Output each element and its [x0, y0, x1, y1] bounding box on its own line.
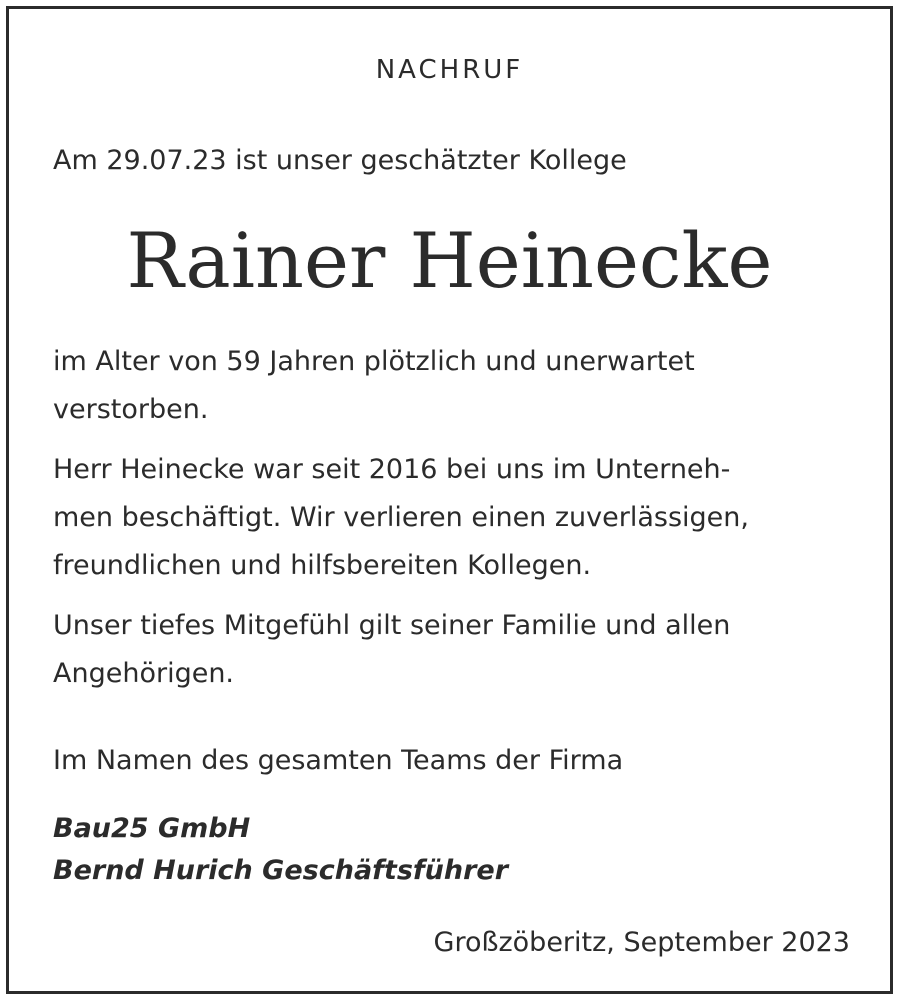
- paragraph-condolence: [53, 602, 730, 698]
- closing-line: Im Namen des gesamten Teams der Firma: [53, 745, 624, 776]
- heading: NACHRUF: [375, 55, 524, 85]
- signature-company: Bau25 GmbH: [53, 813, 251, 844]
- paragraph-line: Angehörigen.: [53, 658, 235, 689]
- paragraph-line: Unser tiefes Mitgefühl gilt seiner Familie und allen: [53, 610, 731, 641]
- deceased-name: Rainer Heinecke: [126, 216, 773, 305]
- intro-line: Am 29.07.23 ist unser geschätzter Kollege: [53, 145, 627, 176]
- paragraph-line: freundlichen und hilfsbereiten Kollegen.: [53, 550, 592, 581]
- signature-person: Bernd Hurich Geschäftsführer: [53, 855, 509, 886]
- paragraph-line: im Alter von 59 Jahren plötzlich und unerwartet: [53, 346, 695, 377]
- paragraph-age: [53, 338, 695, 434]
- paragraph-line: Herr Heinecke war seit 2016 bei uns im Unterneh-: [53, 454, 731, 485]
- paragraph-employment: [53, 446, 749, 590]
- paragraph-line: verstorben.: [53, 394, 209, 425]
- place-date: Großzöberitz, September 2023: [433, 927, 850, 958]
- paragraph-line: men beschäftigt. Wir verlieren einen zuverlässigen,: [53, 502, 749, 533]
- obituary-frame: [6, 6, 893, 994]
